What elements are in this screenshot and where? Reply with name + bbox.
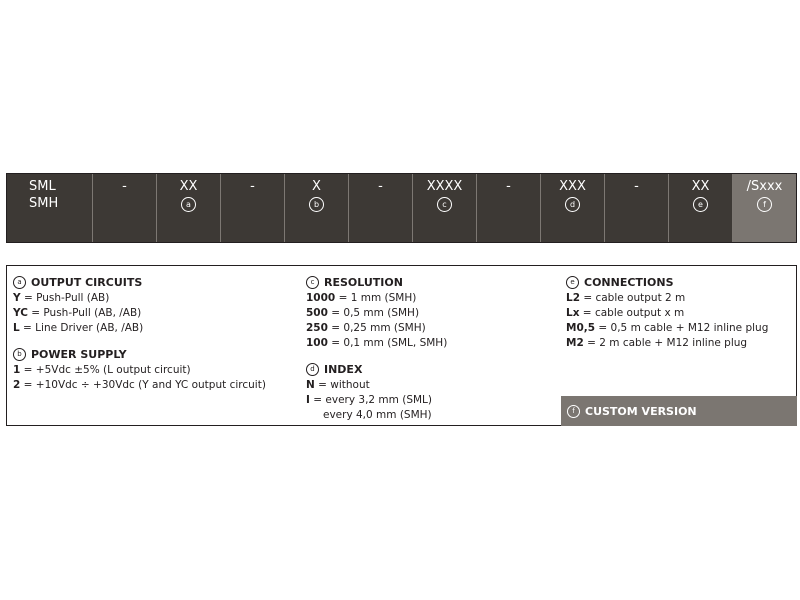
code-separator: - xyxy=(378,179,383,194)
code-cell-custom xyxy=(733,174,796,242)
legend-item xyxy=(306,306,447,321)
section-title: OUTPUT CIRCUITS xyxy=(31,275,143,289)
custom-version-banner xyxy=(561,396,797,426)
legend-column-3 xyxy=(566,274,768,351)
code-cell-separator xyxy=(605,174,669,242)
legend-item xyxy=(13,363,266,378)
legend-key: 500 xyxy=(306,307,328,319)
legend-text: = 2 m cable + M12 inline plug xyxy=(583,337,748,349)
marker-c-icon: c xyxy=(437,197,452,212)
code-separator: - xyxy=(634,179,639,194)
marker-b-icon: b xyxy=(309,197,324,212)
code-placeholder: X xyxy=(312,179,321,194)
legend-item xyxy=(306,336,447,351)
section-title: POWER SUPPLY xyxy=(31,347,127,361)
code-cell-power-supply xyxy=(285,174,349,242)
marker-a-icon: a xyxy=(181,197,196,212)
legend-text: = 0,5 m cable + M12 inline plug xyxy=(595,322,769,334)
legend-item xyxy=(566,336,768,351)
legend-item xyxy=(306,321,447,336)
section-heading-power-supply xyxy=(13,346,266,362)
code-series-sml: SML xyxy=(29,179,56,194)
section-heading-index xyxy=(306,361,447,377)
legend-item xyxy=(306,393,447,408)
legend-text: = cable output 2 m xyxy=(580,292,686,304)
legend-box xyxy=(6,265,797,426)
legend-column-1 xyxy=(13,274,266,393)
legend-key: 100 xyxy=(306,337,328,349)
legend-key: M0,5 xyxy=(566,322,596,334)
legend-key: Lx xyxy=(566,307,580,319)
code-cell-separator xyxy=(349,174,413,242)
code-separator: - xyxy=(250,179,255,194)
code-cell-resolution xyxy=(413,174,477,242)
code-separator: - xyxy=(506,179,511,194)
code-placeholder: XXXX xyxy=(426,179,463,194)
legend-text: = 1 mm (SMH) xyxy=(335,292,417,304)
code-placeholder: XX xyxy=(179,179,198,194)
legend-item xyxy=(566,291,768,306)
code-cell-output-circuit xyxy=(157,174,221,242)
marker-b-icon: b xyxy=(13,348,26,361)
legend-key: M2 xyxy=(566,337,584,349)
section-heading-resolution xyxy=(306,274,447,290)
code-series-smh: SMH xyxy=(29,196,59,211)
legend-item xyxy=(13,321,266,336)
legend-key: 250 xyxy=(306,322,328,334)
code-placeholder: /Sxxx xyxy=(746,179,783,194)
marker-f-icon: f xyxy=(567,405,580,418)
section-heading-output-circuits xyxy=(13,274,266,290)
marker-e-icon: e xyxy=(693,197,708,212)
legend-text: = without xyxy=(314,379,370,391)
code-cell-separator xyxy=(93,174,157,242)
section-title: RESOLUTION xyxy=(324,275,403,289)
code-cell-separator xyxy=(221,174,285,242)
legend-key: Y xyxy=(13,292,21,304)
legend-key: L xyxy=(13,322,20,334)
legend-text: = 0,1 mm (SML, SMH) xyxy=(327,337,448,349)
code-placeholder: XXX xyxy=(559,179,586,194)
legend-key: 1 xyxy=(13,364,21,376)
legend-text: = +5Vdc ±5% (L output circuit) xyxy=(20,364,191,376)
marker-a-icon: a xyxy=(13,276,26,289)
legend-key: YC xyxy=(13,307,28,319)
legend-text: = +10Vdc ÷ +30Vdc (Y and YC output circuit) xyxy=(20,379,266,391)
section-title: CUSTOM VERSION xyxy=(585,404,697,418)
marker-e-icon: e xyxy=(566,276,579,289)
legend-item-continued: every 4,0 mm (SMH) xyxy=(323,409,432,421)
legend-text: = 0,5 mm (SMH) xyxy=(327,307,420,319)
legend-column-2 xyxy=(306,274,447,423)
legend-item xyxy=(306,378,447,393)
marker-d-icon: d xyxy=(306,363,319,376)
legend-item xyxy=(566,306,768,321)
legend-item xyxy=(13,291,266,306)
legend-text: = every 3,2 mm (SML) xyxy=(309,394,432,406)
legend-item xyxy=(306,291,447,306)
code-cell-index xyxy=(541,174,605,242)
legend-item xyxy=(13,378,266,393)
marker-d-icon: d xyxy=(565,197,580,212)
code-cell-separator xyxy=(477,174,541,242)
legend-key: N xyxy=(306,379,315,391)
section-title: INDEX xyxy=(324,362,363,376)
legend-item xyxy=(566,321,768,336)
legend-text: = cable output x m xyxy=(579,307,685,319)
marker-c-icon: c xyxy=(306,276,319,289)
section-heading-connections xyxy=(566,274,768,290)
marker-f-icon: f xyxy=(757,197,772,212)
legend-text: = 0,25 mm (SMH) xyxy=(327,322,426,334)
order-code-bar xyxy=(6,173,797,243)
section-title: CONNECTIONS xyxy=(584,275,674,289)
legend-text: = Push-Pull (AB) xyxy=(20,292,110,304)
code-placeholder: XX xyxy=(691,179,710,194)
code-cell-series xyxy=(7,174,93,242)
legend-key: L2 xyxy=(566,292,580,304)
code-cell-connections xyxy=(669,174,733,242)
legend-key: 1000 xyxy=(306,292,336,304)
code-separator: - xyxy=(122,179,127,194)
legend-key: I xyxy=(306,394,310,406)
legend-key: 2 xyxy=(13,379,21,391)
legend-text: = Line Driver (AB, /AB) xyxy=(19,322,144,334)
legend-text: = Push-Pull (AB, /AB) xyxy=(27,307,142,319)
legend-item xyxy=(13,306,266,321)
